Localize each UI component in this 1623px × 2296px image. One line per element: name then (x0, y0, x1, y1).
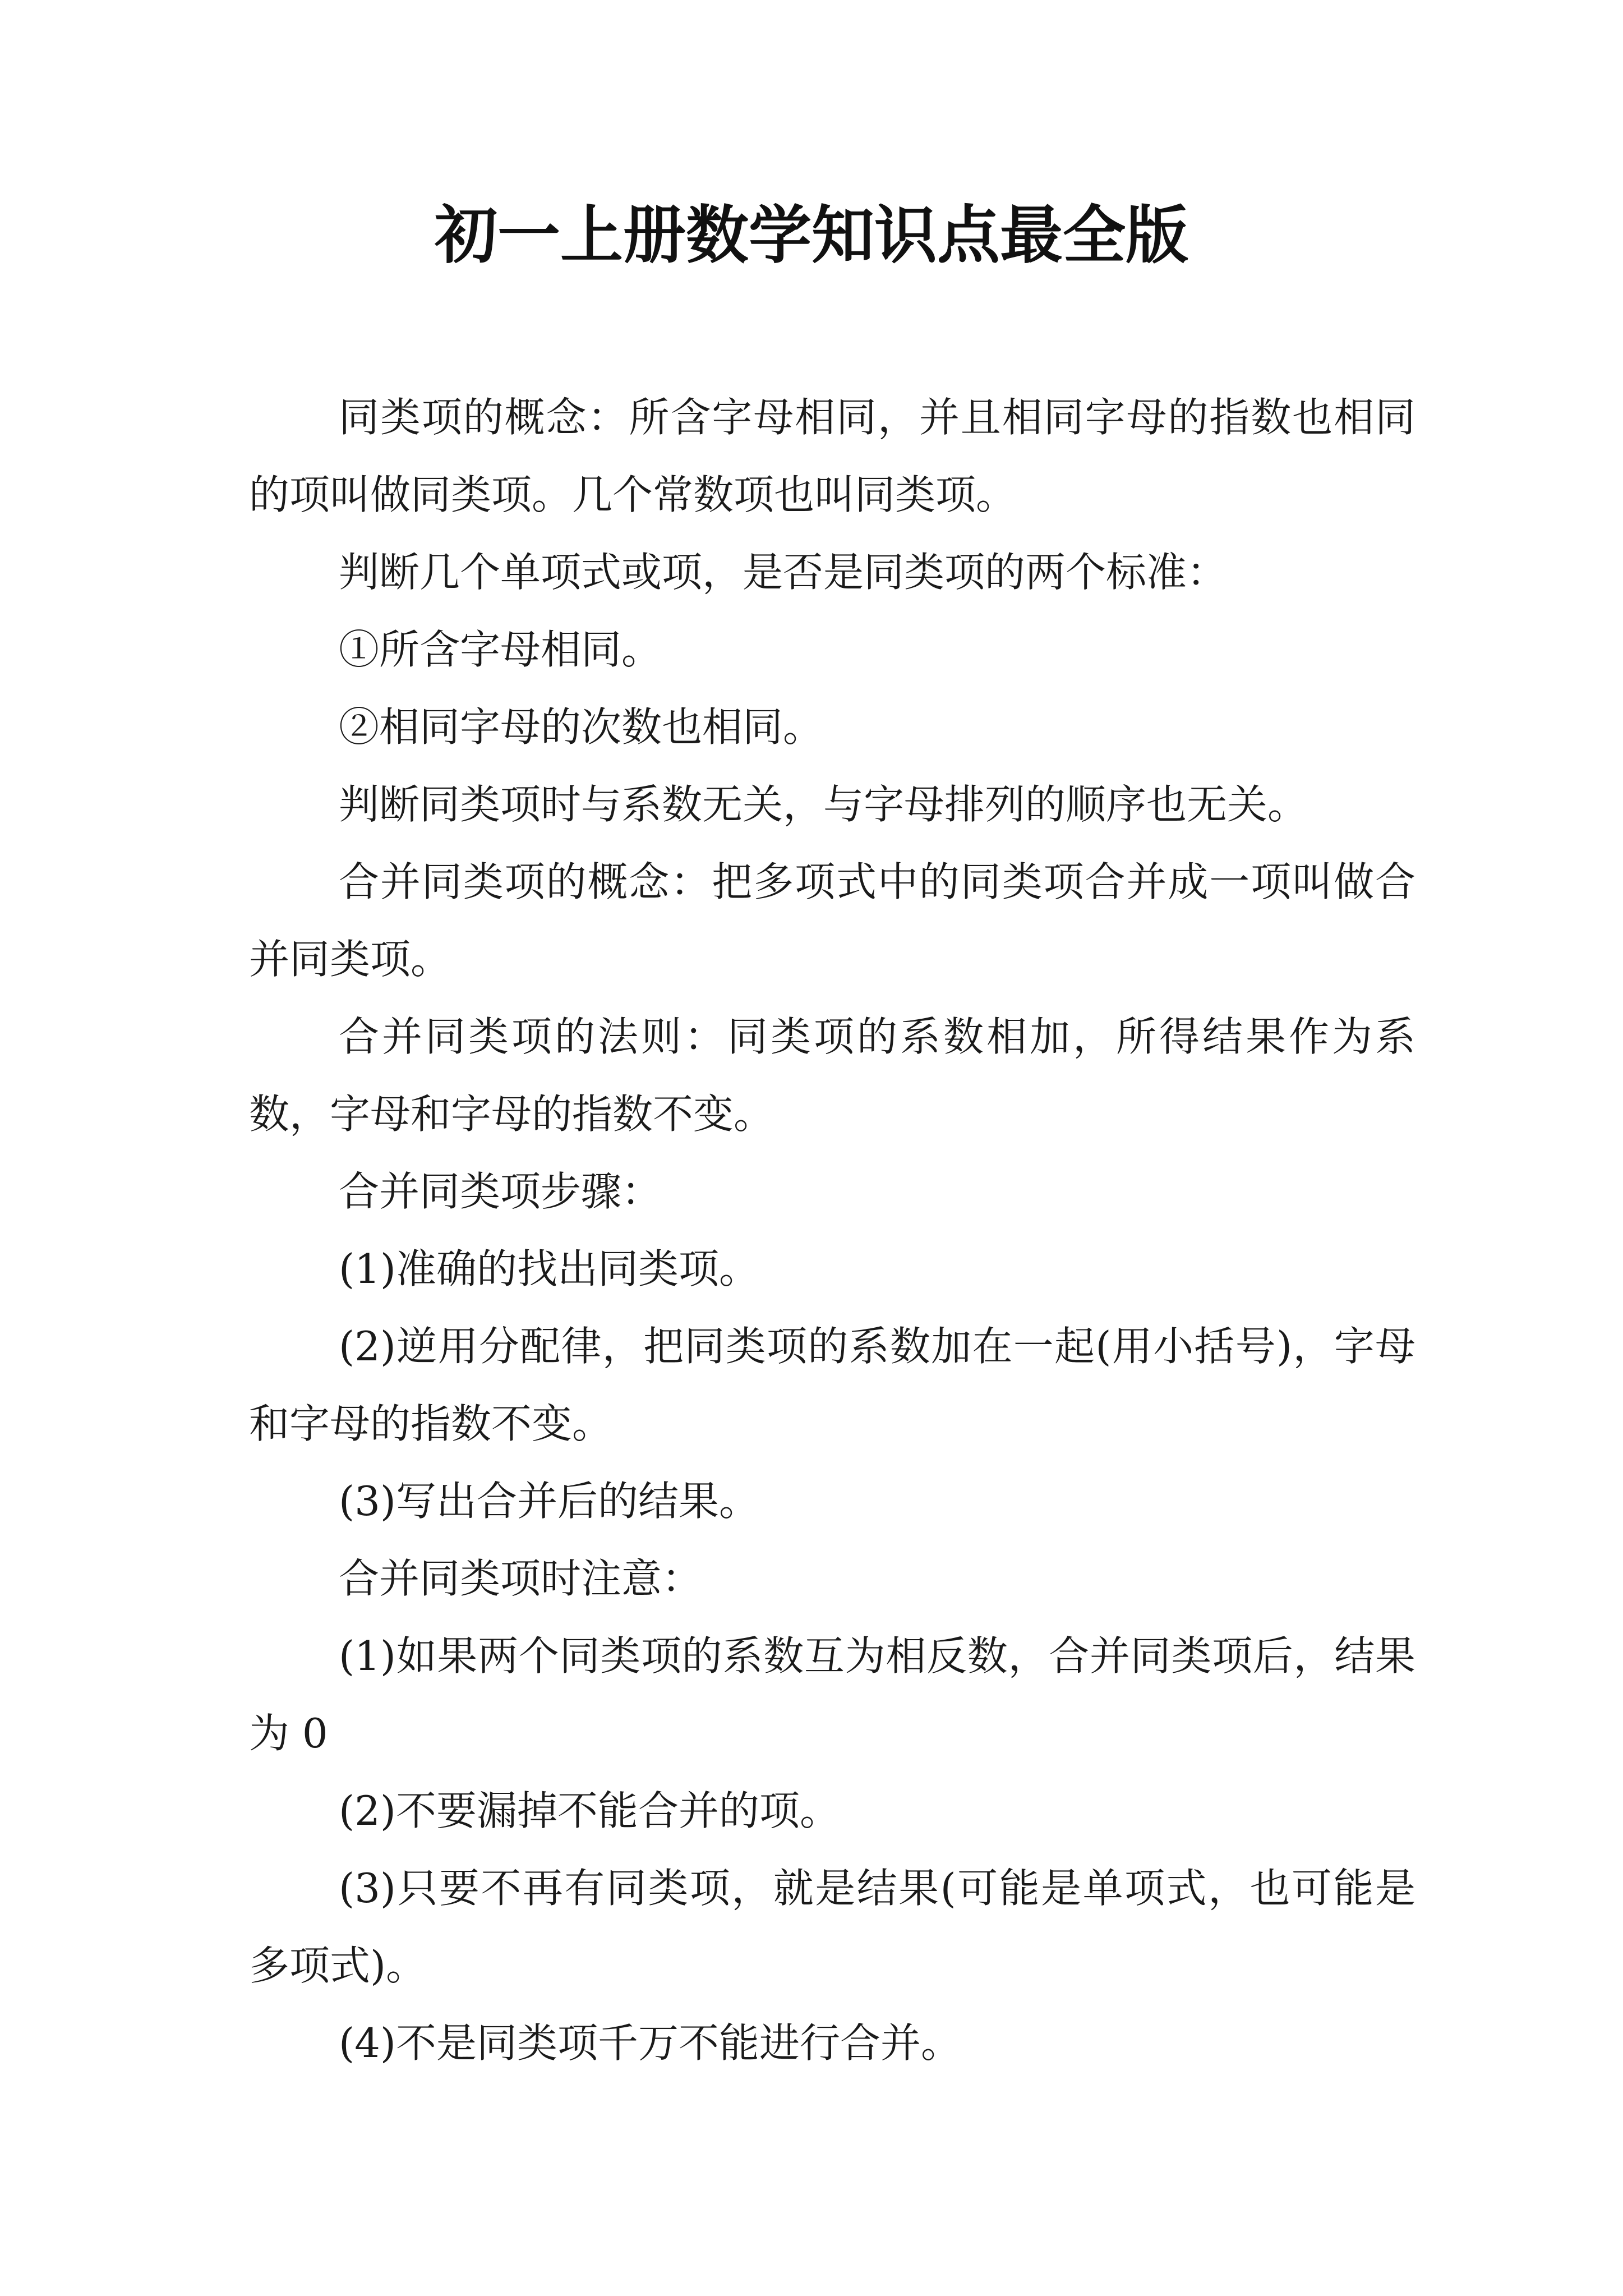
paragraph-note-3: (3)只要不再有同类项，就是结果(可能是单项式，也可能是多项式)。 (249, 1865, 1415, 1989)
paragraph-combine-rule: 合并同类项的法则：同类项的系数相加，所得结果作为系数，字母和字母的指数不变。 (249, 1013, 1415, 1138)
paragraph-notes-heading: 合并同类项时注意： (339, 1555, 703, 1602)
paragraph-like-terms-concept: 同类项的概念：所含字母相同，并且相同字母的指数也相同的项叫做同类项。几个常数项也叫同类项。 (249, 394, 1415, 518)
paragraph-step-1: (1)准确的找出同类项。 (339, 1245, 759, 1292)
paragraph-note-2: (2)不要漏掉不能合并的项。 (339, 1787, 840, 1834)
paragraph-criterion-2: ②相同字母的次数也相同。 (339, 703, 824, 751)
paragraph-combine-concept: 合并同类项的概念：把多项式中的同类项合并成一项叫做合并同类项。 (249, 858, 1415, 983)
paragraph-step-3: (3)写出合并后的结果。 (339, 1478, 759, 1525)
paragraph-criterion-1: ①所含字母相同。 (339, 626, 662, 673)
paragraph-steps-heading: 合并同类项步骤： (339, 1168, 662, 1215)
document-title: 初一上册数学知识点最全版 (435, 199, 1188, 272)
paragraph-criteria-intro: 判断几个单项式或项，是否是同类项的两个标准： (339, 549, 1228, 596)
document-body (249, 379, 1415, 2082)
paragraph-step-2: (2)逆用分配律，把同类项的系数加在一起(用小括号)，字母和字母的指数不变。 (249, 1323, 1415, 1447)
paragraph-note-1: (1)如果两个同类项的系数互为相反数，合并同类项后，结果为 0 (249, 1632, 1415, 1757)
paragraph-note-4: (4)不是同类项千万不能进行合并。 (339, 2019, 961, 2067)
paragraph-criteria-note: 判断同类项时与系数无关，与字母排列的顺序也无关。 (339, 781, 1308, 828)
